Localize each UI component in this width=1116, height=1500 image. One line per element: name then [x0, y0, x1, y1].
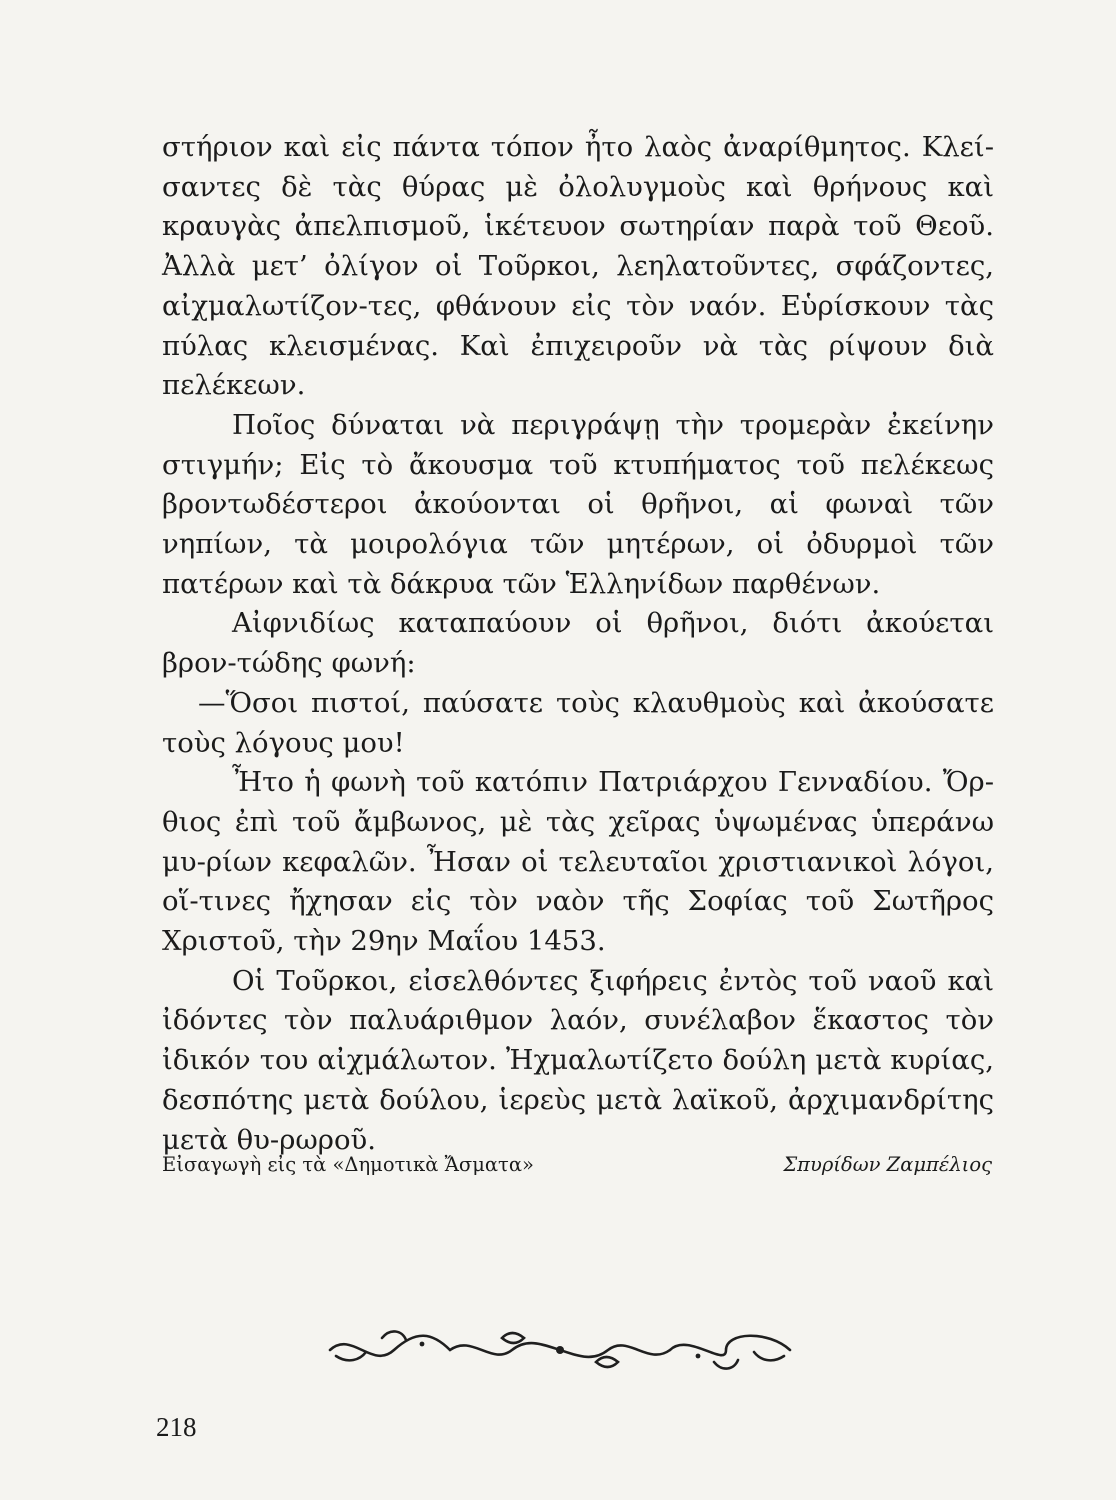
- paragraph: Ἦτο ἡ φωνὴ τοῦ κατόπιν Πατριάρχου Γενναδίου. Ὄρ-θιος ἐπὶ τοῦ ἄμβωνος, μὲ τὰς χεῖρας ὑψωμένας ὑπεράνω μυ-ρίων κεφαλῶν. Ἦσαν οἱ τελευταῖοι χριστιανικοὶ λόγοι, οἵ-τινες ἤχησαν εἰς τὸν ναὸν τῆς Σοφίας τοῦ Σωτῆρος Χριστοῦ, τὴν 29ην Μαΐου 1453.: [162, 766, 994, 958]
- attribution: [162, 1152, 992, 1178]
- page-number: 218: [156, 1412, 197, 1442]
- paragraph: Αἰφνιδίως καταπαύουν οἱ θρῆνοι, διότι ἀκούεται βρον-τώδης φωνή:: [162, 607, 994, 680]
- paragraph: Ποῖος δύναται νὰ περιγράψῃ τὴν τρομερὰν ἐκείνην στιγμήν; Εἰς τὸ ἄκουσμα τοῦ κτυπήματος τοῦ πελέκεως βροντωδέστεροι ἀκούονται οἱ θρῆνοι, αἱ φωναὶ τῶν νηπίων, τὰ μοιρολόγια τῶν μητέρων, οἱ ὀδυρμοὶ τῶν πατέρων καὶ τὰ δάκρυα τῶν Ἑλληνίδων παρθένων.: [162, 408, 994, 600]
- floral-scroll-ornament-icon: [322, 1320, 798, 1380]
- body-text: [162, 128, 994, 1160]
- attribution-source: Εἰσαγωγὴ εἰς τὰ «Δημοτικὰ Ἄσματα»: [162, 1153, 534, 1176]
- paragraph: Οἱ Τοῦρκοι, εἰσελθόντες ξιφήρεις ἐντὸς τοῦ ναοῦ καὶ ἰδόντες τὸν παλυάριθμον λαόν, συνέλαβον ἕκαστος τὸν ἰδικόν του αἰχμάλωτον. Ἠχμαλωτίζετο δούλη μετὰ κυρίας, δεσπότης μετὰ δούλου, ἱερεὺς μετὰ λαϊκοῦ, ἀρχιμανδρίτης μετὰ θυ-ρωροῦ.: [162, 964, 994, 1156]
- paragraph-continuation: στήριον καὶ εἰς πάντα τόπον ἦτο λαὸς ἀναρίθμητος. Κλεί-σαντες δὲ τὰς θύρας μὲ ὀλολυγμοὺς καὶ θρήνους καὶ κραυγὰς ἀπελπισμοῦ, ἱκέτευον σωτηρίαν παρὰ τοῦ Θεοῦ. Ἀλλὰ μετ’ ὀλίγον οἱ Τοῦρκοι, λεηλατοῦντες, σφάζοντες, αἰχμαλωτίζον-τες, φθάνουν εἰς τὸν ναόν. Εὑρίσκουν τὰς πύλας κλεισμένας. Καὶ ἐπιχειροῦν νὰ τὰς ρίψουν διὰ πελέκεων.: [162, 131, 994, 402]
- attribution-author: Σπυρίδων Ζαμπέλιος: [783, 1153, 992, 1176]
- quoted-speech: —Ὅσοι πιστοί, παύσατε τοὺς κλαυθμοὺς καὶ ἀκούσατε τοὺς λόγους μου!: [162, 686, 994, 759]
